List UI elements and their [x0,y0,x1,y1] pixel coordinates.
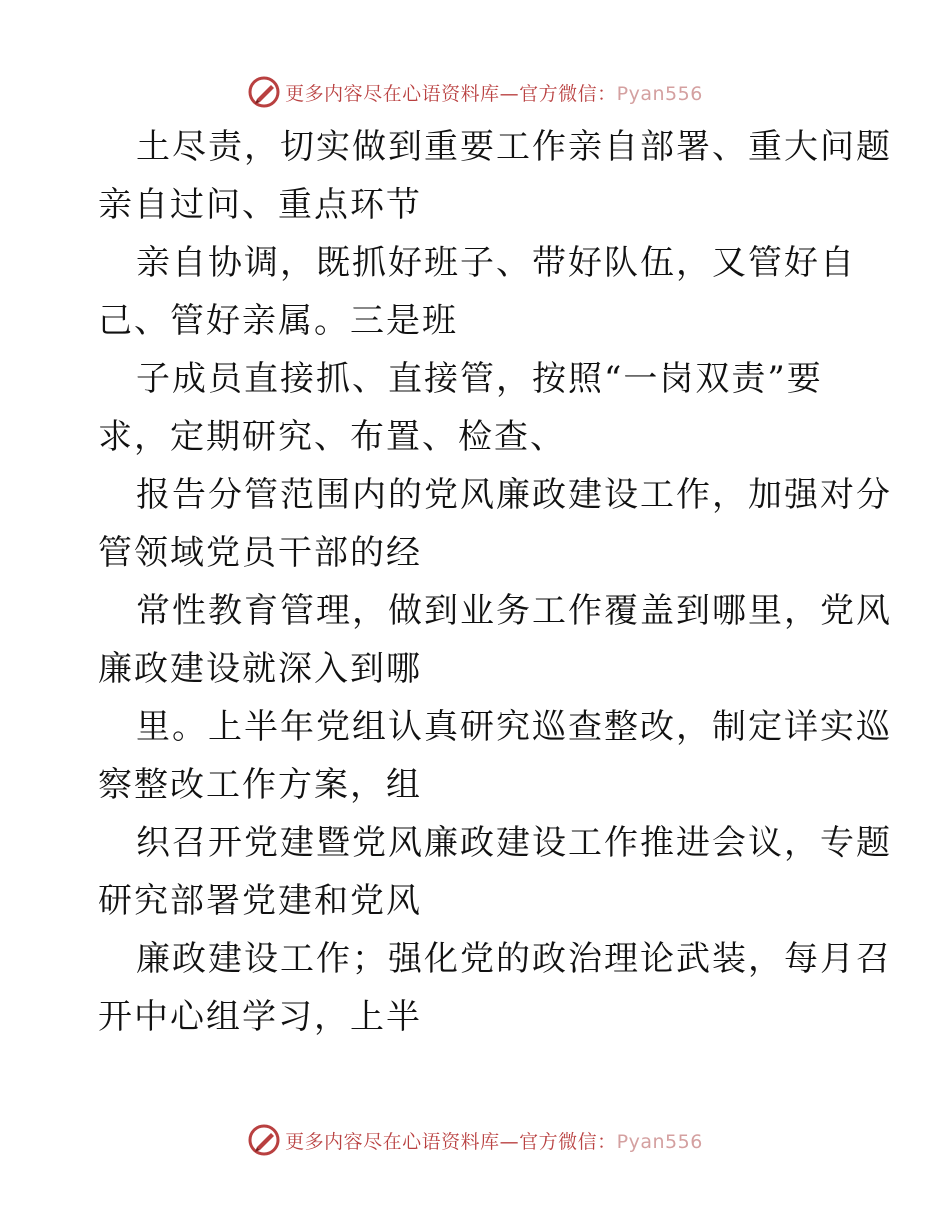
body-line: 研究部署党建和党风 [98,881,422,921]
footer-wechat-id: Pyan556 [616,1130,703,1153]
pen-logo-icon [247,1123,281,1157]
document-body [98,118,892,1046]
body-line: 里。上半年党组认真研究巡查整改，制定详实巡 [136,707,892,747]
body-line: 开中心组学习，上半 [98,997,422,1037]
body-line: 求，定期研究、布置、检查、 [98,417,566,457]
body-line: 常性教育管理，做到业务工作覆盖到哪里，党风 [136,591,892,631]
body-line: 织召开党建暨党风廉政建设工作推进会议，专题 [136,823,892,863]
body-line: 廉政建设工作；强化党的政治理论武装，每月召 [136,939,892,979]
body-line: 土尽责，切实做到重要工作亲自部署、重大问题 [136,127,892,167]
header-banner-text [285,79,703,106]
body-line: 察整改工作方案，组 [98,765,422,805]
body-line: 管领域党员干部的经 [98,533,422,573]
header-wechat-id: Pyan556 [616,82,703,105]
body-line: 廉政建设就深入到哪 [98,649,422,689]
body-line: 亲自过问、重点环节 [98,185,422,225]
footer-banner-text [285,1127,703,1154]
footer-banner-label: 更多内容尽在心语资料库—官方微信： [285,1130,617,1153]
footer-banner [0,1120,950,1160]
body-line: 亲自协调，既抓好班子、带好队伍，又管好自 [136,243,856,283]
header-banner [0,72,950,112]
body-line: 报告分管范围内的党风廉政建设工作，加强对分 [136,475,892,515]
body-line: 己、管好亲属。三是班 [98,301,458,341]
header-banner-label: 更多内容尽在心语资料库—官方微信： [285,82,617,105]
pen-logo-icon [247,75,281,109]
body-line: 子成员直接抓、直接管，按照“一岗双责”要 [136,359,823,399]
